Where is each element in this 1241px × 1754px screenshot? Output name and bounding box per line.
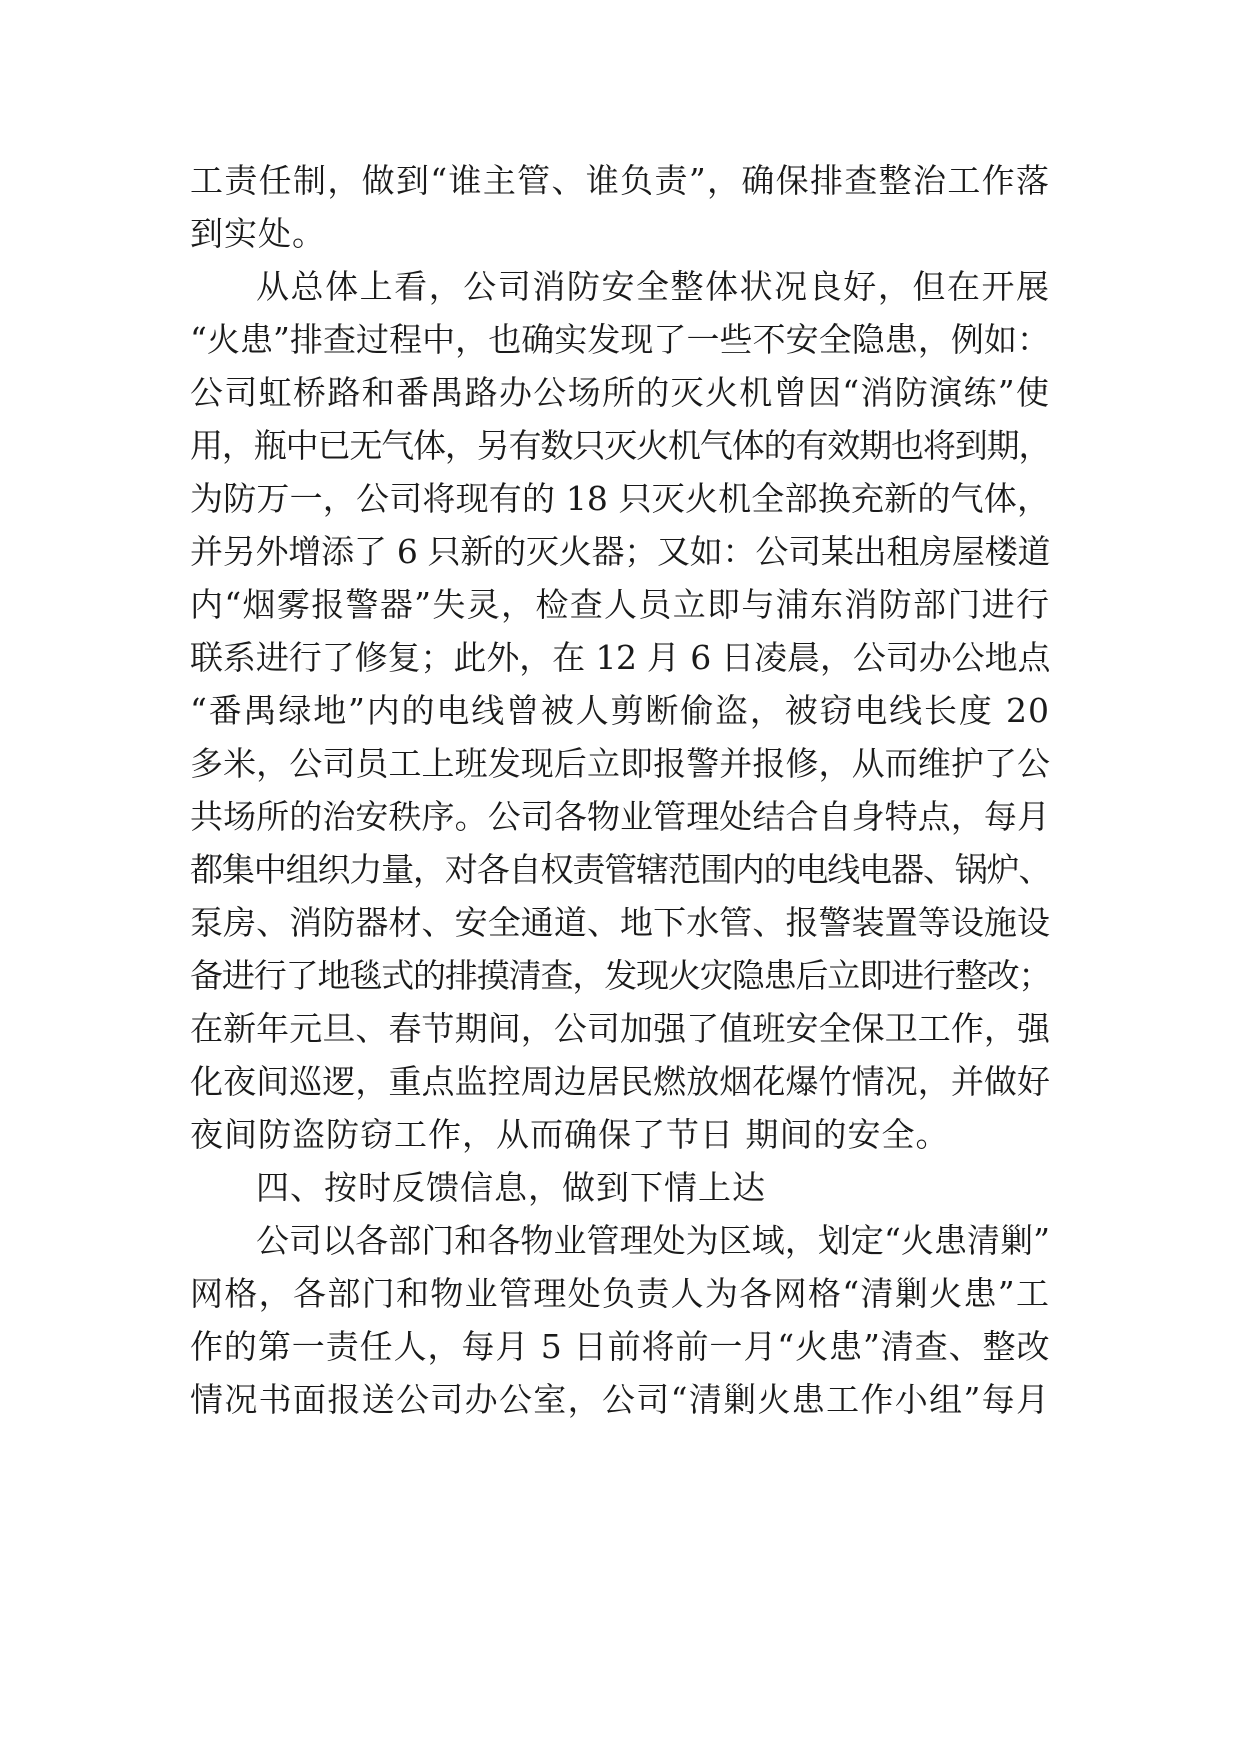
body-text [190,154,1050,1426]
text-line: 备进行了地毯式的排摸清查，发现火灾隐患后立即进行整改； [190,956,1050,995]
text-line: “番禺绿地”内的电线曾被人剪断偷盗，被窃电线长度 20 [190,691,1050,730]
text-line: 在新年元旦、春节期间，公司加强了值班安全保卫工作，强 [190,1009,1050,1048]
text-line: 作的第一责任人，每月 5 日前将前一月“火患”清查、整改 [190,1327,1050,1366]
paragraph-first-line: 从总体上看，公司消防安全整体状况良好，但在开展 [256,267,1050,306]
text-line: 多米，公司员工上班发现后立即报警并报修，从而维护了公 [190,744,1050,783]
text-line: 都集中组织力量，对各自权责管辖范围内的电线电器、锅炉、 [190,850,1050,889]
text-line: 情况书面报送公司办公室，公司“清剿火患工作小组”每月 [190,1380,1050,1419]
text-line: “火患”排查过程中，也确实发现了一些不安全隐患，例如： [190,320,1050,359]
text-line: 联系进行了修复；此外，在 12 月 6 日凌晨，公司办公地点 [190,638,1050,677]
section-heading: 四、按时反馈信息，做到下情上达 [256,1168,766,1207]
text-line: 化夜间巡逻，重点监控周边居民燃放烟花爆竹情况，并做好 [190,1062,1050,1101]
text-line: 内“烟雾报警器”失灵，检查人员立即与浦东消防部门进行 [190,585,1050,624]
text-line: 工责任制，做到“谁主管、谁负责”，确保排查整治工作落 [190,161,1050,200]
text-line: 并另外增添了 6 只新的灭火器；又如：公司某出租房屋楼道 [190,532,1050,571]
text-line: 为防万一，公司将现有的 18 只灭火机全部换充新的气体， [190,479,1050,518]
text-line: 公司虹桥路和番禺路办公场所的灭火机曾因“消防演练”使 [190,373,1050,412]
text-line: 到实处。 [190,214,326,253]
text-line: 用，瓶中已无气体，另有数只灭火机气体的有效期也将到期， [190,426,1050,465]
text-line: 共场所的治安秩序。公司各物业管理处结合自身特点，每月 [190,797,1050,836]
text-line: 网格，各部门和物业管理处负责人为各网格“清剿火患”工 [190,1274,1050,1313]
paragraph-first-line: 公司以各部门和各物业管理处为区域，划定“火患清剿” [256,1221,1050,1260]
text-line: 泵房、消防器材、安全通道、地下水管、报警装置等设施设 [190,903,1050,942]
text-line: 夜间防盗防窃工作，从而确保了节日 期间的安全。 [190,1115,950,1154]
